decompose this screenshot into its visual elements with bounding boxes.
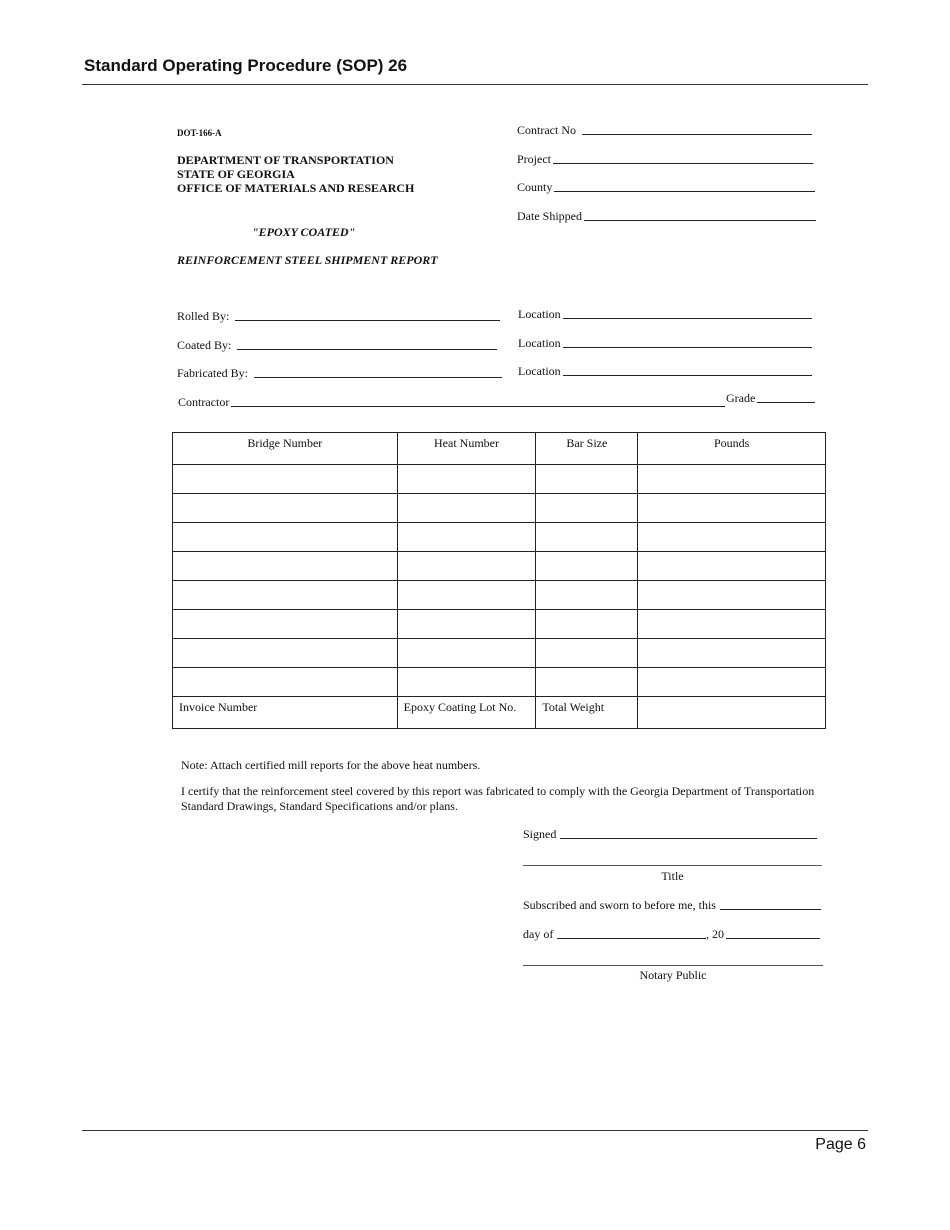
table-cell[interactable] [638,639,826,668]
table-cell[interactable] [173,610,398,639]
title-caption: Title [661,869,684,883]
table-cell[interactable] [173,465,398,494]
title-line[interactable] [523,865,822,866]
table-cell[interactable] [397,639,536,668]
contractor-field[interactable] [178,395,725,410]
year-field[interactable] [706,927,820,942]
coated-by-field[interactable] [177,338,497,353]
table-cell[interactable] [173,581,398,610]
fabricated-by-field[interactable] [177,366,502,381]
page-number: Page 6 [815,1136,866,1153]
footer-divider [82,1130,868,1131]
table-cell[interactable] [173,494,398,523]
rolled-location-field[interactable] [518,307,812,322]
fabricated-by-label: Fabricated By: [177,366,248,380]
table-row [173,552,826,581]
table-cell[interactable] [173,639,398,668]
table-cell[interactable] [173,523,398,552]
table-cell[interactable] [397,494,536,523]
certification-text: I certify that the reinforcement steel covered by this report was fabricated to comply with the Georgia Department of Transportation Standard Drawings, Standard Specifications and/or plans. [181,784,815,813]
signed-label: Signed [523,827,557,841]
table-cell[interactable] [638,668,826,697]
table-cell[interactable] [638,465,826,494]
table-cell[interactable] [536,552,638,581]
subscribed-field[interactable] [523,898,821,913]
table-cell[interactable] [173,552,398,581]
notary-line[interactable] [523,965,823,966]
invoice-number-cell[interactable]: Invoice Number [173,697,398,729]
rolled-by-field[interactable] [177,309,500,324]
epoxy-lot-cell[interactable]: Epoxy Coating Lot No. [397,697,536,729]
year-label: , 20 [706,927,724,941]
rolled-by-label: Rolled By: [177,309,230,323]
day-of-label: day of [523,927,554,941]
fabricated-location-field[interactable] [518,364,812,379]
form-code: DOT-166-A [177,128,222,138]
contract-no-label: Contract No [517,123,576,137]
col-header-bar-size: Bar Size [536,433,638,465]
table-cell[interactable] [397,668,536,697]
grade-field[interactable] [726,391,815,406]
table-row [173,581,826,610]
table-cell[interactable] [536,494,638,523]
location-label: Location [518,307,561,321]
table-cell[interactable] [638,494,826,523]
contractor-label: Contractor [178,395,230,409]
agency-block [177,153,414,195]
table-cell[interactable] [536,610,638,639]
table-cell[interactable] [536,668,638,697]
col-header-heat-number: Heat Number [397,433,536,465]
table-cell[interactable] [638,523,826,552]
note-text: Note: Attach certified mill reports for the above heat numbers. [181,758,481,772]
table-cell[interactable] [638,552,826,581]
date-shipped-label: Date Shipped [517,209,582,223]
table-cell[interactable] [638,610,826,639]
agency-line-1: DEPARTMENT OF TRANSPORTATION [177,153,394,167]
header-divider [82,84,868,85]
table-row [173,610,826,639]
table-cell[interactable] [397,552,536,581]
table-cell[interactable] [638,581,826,610]
table-cell[interactable] [536,581,638,610]
signed-field[interactable] [523,827,817,842]
table-cell[interactable] [536,523,638,552]
total-weight-cell[interactable]: Total Weight [536,697,638,729]
table-row [173,523,826,552]
table-cell[interactable] [397,523,536,552]
notary-caption: Notary Public [639,968,707,982]
table-cell[interactable] [397,581,536,610]
table-cell[interactable] [536,465,638,494]
table-cell[interactable] [536,639,638,668]
table-row [173,668,826,697]
agency-line-2: STATE OF GEORGIA [177,167,295,181]
table-row [173,639,826,668]
date-shipped-field[interactable] [517,209,816,224]
col-header-pounds: Pounds [638,433,826,465]
location-label: Location [518,336,561,350]
shipment-table [172,432,826,729]
county-label: County [517,180,553,194]
table-row [173,494,826,523]
day-of-field[interactable] [523,927,706,942]
table-row [173,465,826,494]
grade-label: Grade [726,391,756,405]
coated-location-field[interactable] [518,336,812,351]
form-subtitle-report: REINFORCEMENT STEEL SHIPMENT REPORT [177,253,438,267]
location-label: Location [518,364,561,378]
form-subtitle-epoxy: "EPOXY COATED" [252,225,356,239]
subscribed-label: Subscribed and sworn to before me, this [523,898,716,912]
table-cell[interactable] [173,668,398,697]
table-header-row [173,433,826,465]
county-field[interactable] [517,180,815,195]
col-header-bridge-number: Bridge Number [173,433,398,465]
table-footer-row [173,697,826,729]
contract-no-field[interactable] [517,123,812,138]
agency-line-3: OFFICE OF MATERIALS AND RESEARCH [177,181,415,195]
total-weight-value-cell[interactable] [638,697,826,729]
project-field[interactable] [517,152,813,167]
page-title: Standard Operating Procedure (SOP) 26 [84,56,408,75]
table-cell[interactable] [397,465,536,494]
coated-by-label: Coated By: [177,338,232,352]
project-label: Project [517,152,551,166]
table-cell[interactable] [397,610,536,639]
